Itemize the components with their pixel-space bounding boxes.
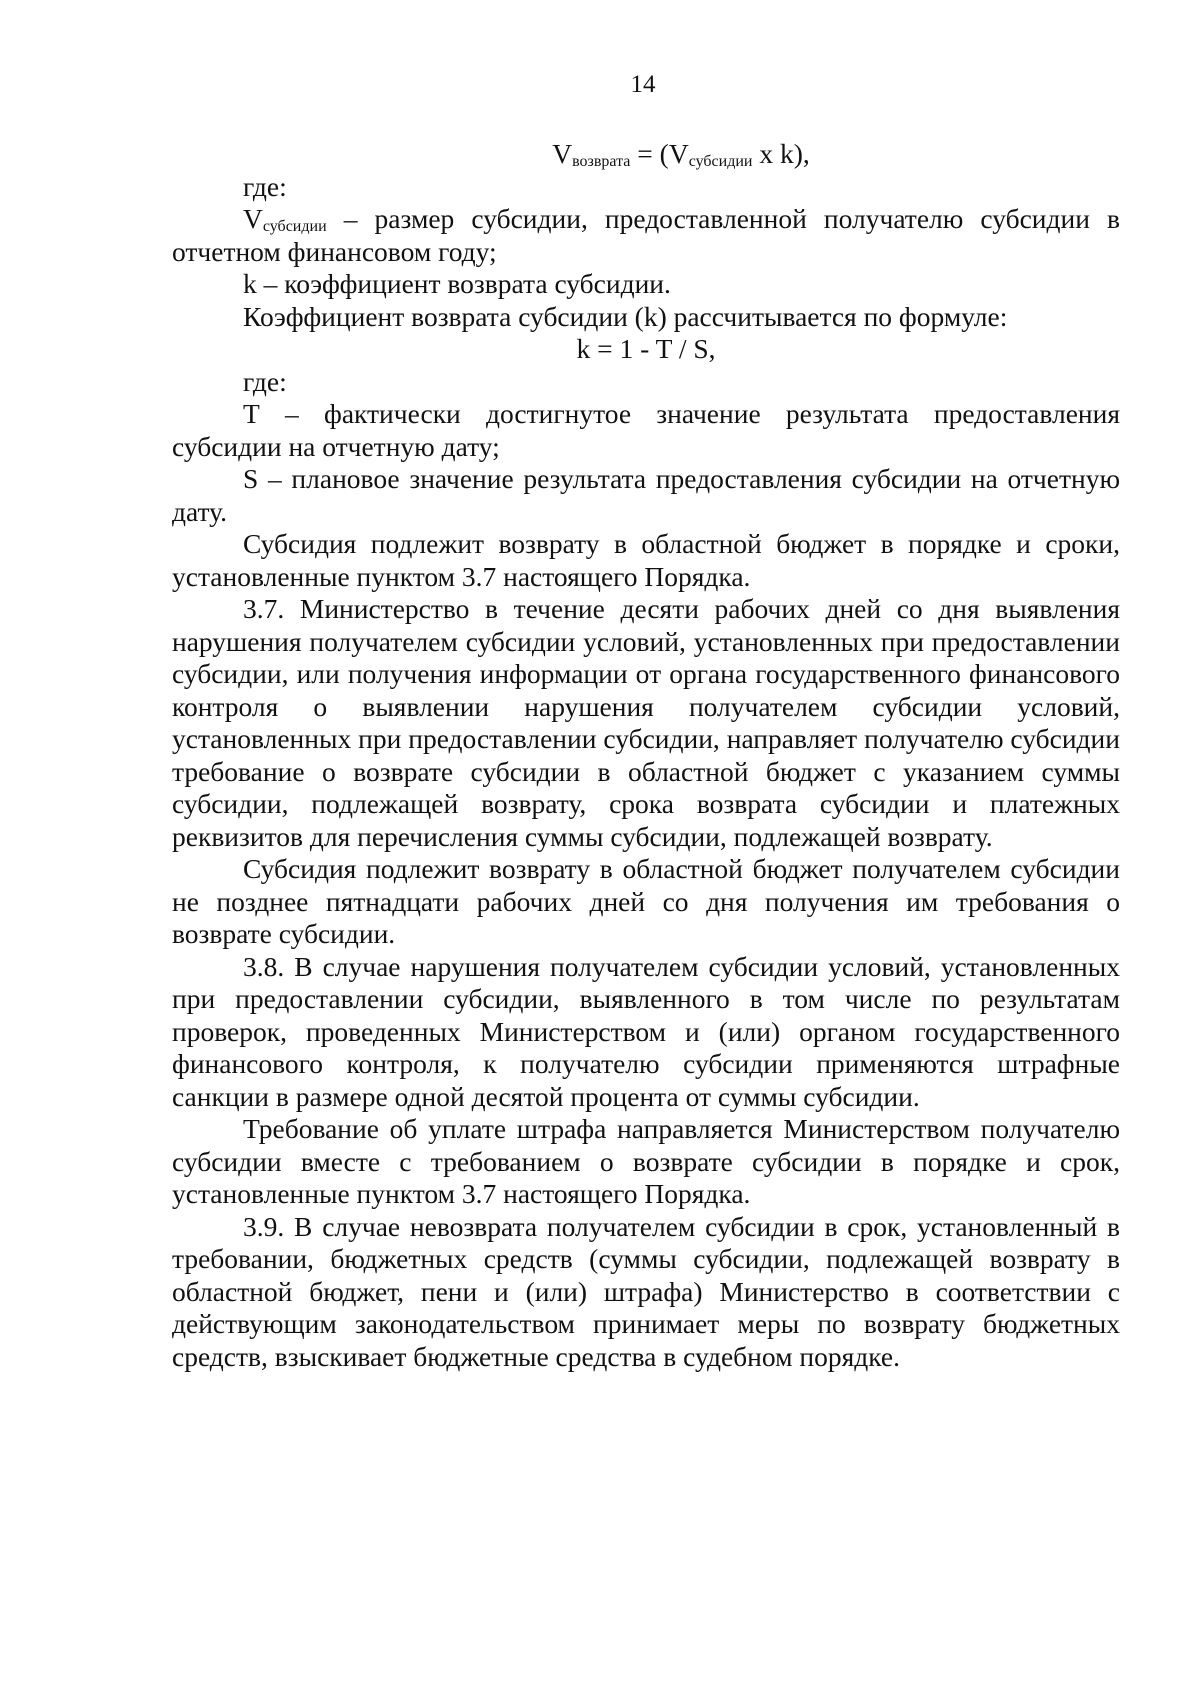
definition-v-text: – размер субсидии, предоставленной получателю субсидии в отчетном финансовом году;: [172, 203, 1120, 267]
formula-rhs-symbol: V: [668, 138, 689, 169]
return-volume-formula: [172, 138, 1120, 171]
page-number: 14: [630, 71, 656, 98]
paragraph-return-deadline: Субсидия подлежит возврату в областной бюджет получателем субсидии не позднее пятнадцати рабочих дней со дня получения им требования о возврате субсидии.: [172, 853, 1120, 949]
paragraph-3-8: 3.8. В случае нарушения получателем субсидии условий, установленных при предоставлении субсидии, выявленного в том числе по результатам проверок, проведенных Министерством и (или) органом государственного финансового контроля, к получателю субсидии применяются штрафные санкции в размере одной десятой процента от суммы субсидии.: [172, 950, 1120, 1112]
definition-v-symbol: V: [243, 203, 263, 234]
where-label-1: где:: [243, 170, 287, 202]
definition-s: S – плановое значение результата предоставления субсидии на отчетную дату.: [172, 463, 1120, 527]
where-label-2: где:: [243, 365, 287, 397]
coefficient-intro: Коэффициент возврата субсидии (k) рассчитывается по формуле:: [243, 300, 1008, 332]
paragraph-3-9: 3.9. В случае невозврата получателем субсидии в срок, установленный в требовании, бюджетных средств (суммы субсидии, подлежащей возврату в областной бюджет, пени и (или) штрафа) Министерство в соответствии с действующим законодательством принимает меры по возврату бюджетных средств, взыскивает бюджетные средства в судебном порядке.: [172, 1210, 1120, 1372]
paragraph-3-7: 3.7. Министерство в течение десяти рабочих дней со дня выявления нарушения получателем субсидии условий, установленных при предоставлении субсидии, или получения информации от органа государственного финансового контроля о выявлении нарушения получателем субсидии условий, установленных при предоставлении субсидии, направляет получателю субсидии требование о возврате субсидии в областной бюджет с указанием суммы субсидии, подлежащей возврату, срока возврата субсидии и платежных реквизитов для перечисления суммы субсидии, подлежащей возврату.: [172, 593, 1120, 852]
formula-equals: = (: [630, 138, 669, 169]
paragraph-fine-requirement: Требование об уплате штрафа направляется Министерством получателю субсидии вместе с требованием о возврате субсидии в порядке и срок, установленные пунктом 3.7 настоящего Порядка.: [172, 1113, 1120, 1209]
definition-v-subsidy: [172, 203, 1120, 268]
formula-lhs-symbol: V: [552, 138, 573, 169]
definition-t: Т – фактически достигнутое значение результата предоставления субсидии на отчетную дату;: [172, 398, 1120, 462]
formula-lhs-subscript: возврата: [572, 153, 631, 170]
coefficient-formula: k = 1 - T / S,: [576, 333, 716, 364]
definition-v-subscript: субсидии: [262, 218, 327, 235]
definition-k: k – коэффициент возврата субсидии.: [243, 268, 671, 299]
formula-tail: x k),: [752, 138, 810, 169]
paragraph-return-order: Субсидия подлежит возврату в областной бюджет в порядке и сроки, установленные пунктом 3.7 настоящего Порядка.: [172, 528, 1120, 592]
document-body: [172, 138, 1120, 1373]
formula-rhs-subscript: субсидии: [688, 153, 753, 170]
